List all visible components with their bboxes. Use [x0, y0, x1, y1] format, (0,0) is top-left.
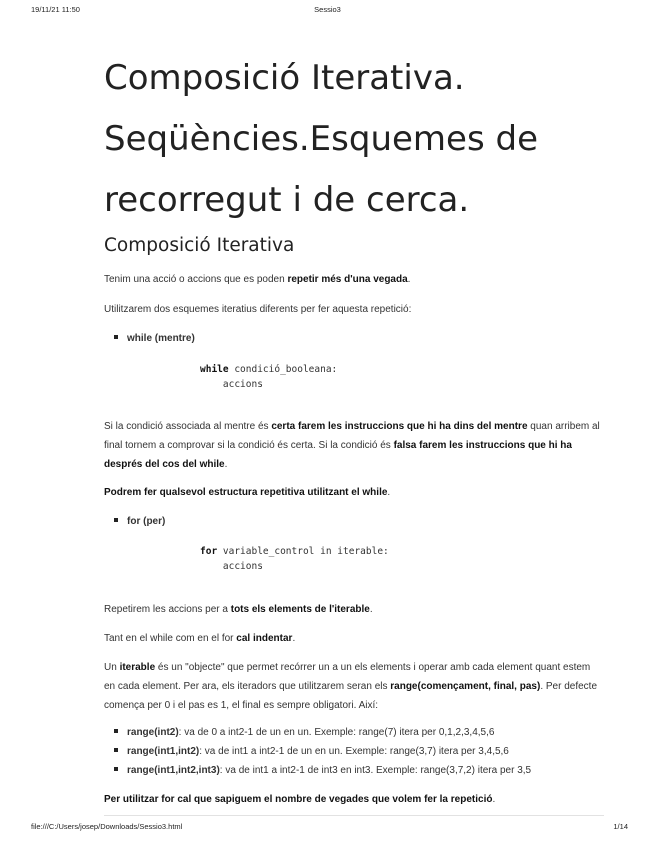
- bullet-icon: [114, 767, 118, 771]
- repeat-paragraph: Repetirem les accions per a tots els elements de l'iterable.: [104, 604, 373, 615]
- list-item-range-1: range(int2): va de 0 a int2-1 de un en un. Exemple: range(7) itera per 0,1,2,3,4,5,6: [114, 723, 604, 742]
- schemes-paragraph: Utilitzarem dos esquemes iteratius diferents per fer aquesta repetició:: [104, 304, 412, 315]
- while-explanation: Si la condició associada al mentre és certa farem les instruccions que hi ha dins del mentre quan arribem al final tornem a comprovar si la condició és certa. Si la condició és falsa farem les instruccions que hi ha després del cos del while.: [104, 421, 600, 470]
- while-note: Podrem fer qualsevol estructura repetitiva utilitzant el while.: [104, 487, 391, 498]
- bullet-icon: [114, 518, 118, 522]
- print-footer-url: file:///C:/Users/josep/Downloads/Sessio3.html: [31, 822, 183, 831]
- list-item-range-3: range(int1,int2,int3): va de int1 a int2-1 de int3 en int3. Exemple: range(3,7,2) itera per 3,5: [114, 761, 604, 780]
- while-code-block: while condició_booleana: accions: [200, 364, 338, 390]
- list-item-while: while (mentre): [114, 329, 604, 348]
- indent-paragraph: Tant en el while com en el for cal indentar.: [104, 633, 296, 644]
- bullet-icon: [114, 729, 118, 733]
- iterable-paragraph: Un iterable és un "objecte" que permet recórrer un a un els elements i operar amb cada element quant estem en cada element. Per ara, els iteradors que utilitzarem seran els range(començament, final, pas). Per defecte comença per 0 i el pas es 1, el final es sempre obligatori. Així:: [104, 662, 598, 711]
- print-footer-page: 1/14: [613, 822, 628, 831]
- print-header-datetime: 19/11/21 11:50: [31, 5, 80, 14]
- for-usage-note: Per utilitzar for cal que sapiguem el nombre de vegades que volem fer la repetició.: [104, 794, 496, 805]
- print-header-title: Sessio3: [314, 5, 341, 14]
- intro-paragraph: Tenim una acció o accions que es poden repetir més d'una vegada.: [104, 274, 411, 285]
- divider: [104, 815, 604, 816]
- bullet-icon: [114, 335, 118, 339]
- list-item-range-2: range(int1,int2): va de int1 a int2-1 de un en un. Exemple: range(3,7) itera per 3,4,5,6: [114, 742, 604, 761]
- for-code-block: for variable_control in iterable: accions: [200, 546, 389, 572]
- section-heading: Composició Iterativa: [104, 235, 295, 256]
- bullet-icon: [114, 748, 118, 752]
- page-title: Composició Iterativa. Seqüències.Esquemes de recorregut i de cerca.: [104, 58, 538, 220]
- list-item-for: for (per): [114, 512, 604, 531]
